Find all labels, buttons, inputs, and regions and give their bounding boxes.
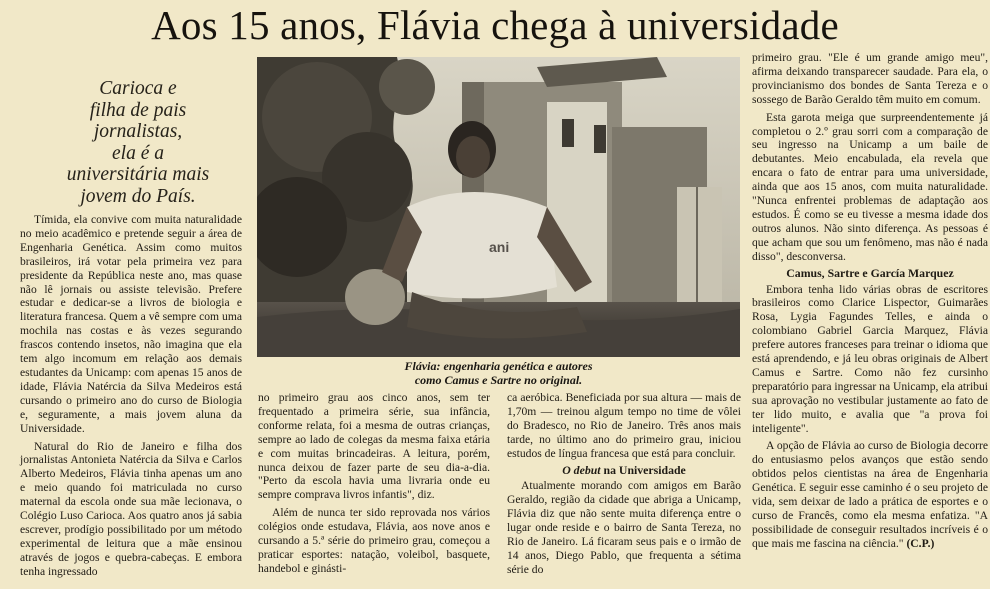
subheading-italic: O debut — [562, 462, 601, 477]
article-paragraph: ca aeróbica. Beneficiada por sua altura — mais de 1,70m — treinou algum tempo no time de vôlei do Bradesco, no Rio de Janeiro. Três anos mais tarde, no último ano do primeiro grau, iniciou estudos de língua francesa que está para concluir. — [507, 391, 741, 460]
article-paragraph — [752, 439, 988, 550]
article-paragraph: Tímida, ela convive com muita naturalidade no meio acadêmico e pretende seguir a área de Engenharia Genética. Assim como muitos brasileiros, irá votar pela primeira vez para presidente da República neste ano, mas quase não lê jornais ou assiste televisão. Prefere estudar e dedicar-se a livros de biologia e literatura francesa. Quem a vê sempre com uma mochila nas costas e às vezes segurando frascos contendo insetos, não imagina que ela tem algo incomum em relação aos demais estudantes da Unicamp: com apenas 15 anos de idade, Flávia Natércia da Silva Medeiros está cursando o primeiro ano do curso de Biologia e, seguramente, a mais jovem aluna da Universidade. — [20, 213, 242, 435]
author-signature: (C.P.) — [906, 536, 935, 550]
caption-line: Flávia: engenharia genética e autores — [404, 359, 593, 373]
subheading-rest: na Universidade — [600, 462, 686, 477]
shirt-print: ani — [489, 239, 510, 255]
headline: Aos 15 anos, Flávia chega à universidade — [151, 2, 839, 48]
kicker-line: Carioca e — [99, 78, 177, 99]
caption-line: como Camus e Sartre no original. — [414, 372, 583, 387]
article-column-2 — [258, 391, 490, 576]
kicker-line: jornalistas, — [93, 121, 183, 142]
article-column-1 — [20, 213, 242, 579]
subheading-camus: Camus, Sartre e García Marquez — [786, 265, 954, 280]
article-column-4 — [752, 51, 988, 551]
article-paragraph: Embora tenha lido várias obras de escritores brasileiros como Clarice Lispector, Guimarães Rosa, Lygia Fagundes Telles, e ainda o colombiano Gabriel Garcia Marquez, Flávia prefere autores franceses para treinar o idioma que está aprendendo, e já leu obras originais de Albert Camus e Sartre. Como não fez cursinho preparatório para ingressar na Unicamp, ela atribui sua aprovação no vestibular justamente ao fato de ter lido muito, e avalia que "a prova foi inteligente". — [752, 282, 988, 435]
article-paragraph: Esta garota meiga que surpreendentemente já completou o 2.º grau sorri com a comparação de seu ingresso na Unicamp a um baile de debutantes. Meio encabulada, ela revela que encara o fato de entrar para uma universidade, ainda que aos 15 anos, com muita naturalidade. "Nunca enfrentei problemas de adaptação aos estudos. É como se eu tivesse a mesma idade dos outros alunos. Não sinto diferença. As pessoas é que acham que sou um fenômeno, mas não é nada disso", desconversa. — [752, 110, 988, 263]
subheading-debut — [507, 464, 741, 478]
kicker-line: universitária mais — [66, 164, 210, 185]
article-photo — [257, 57, 740, 357]
kicker-line: ela é a — [112, 142, 164, 164]
article-paragraph: Natural do Rio de Janeiro e filha dos jornalistas Antonieta Natércia da Silva e Carlos Alberto Medeiros, Flávia tinha apenas um ano e meio quando foi matriculada no curso maternal da escola onde sua mãe lecionava, o Colégio Luso Carioca. Aos quatro anos já sabia escrever, prodígio possibilitado por um método experimental de leitura que a mãe ensinou através de jogos e quebra-cabeças. E embora tenha ingressado — [20, 439, 242, 578]
closing-text: A opção de Flávia ao curso de Biologia decorre do entusiasmo pelos avanços que estão sendo obtidos pelos cientistas na área de Engenharia Genética. E seguir esse caminho é o seu projeto de vida, sem deixar de lado a prática de esportes e o curso de Francês, como ela mesma enfatiza. "A possibilidade de conseguir resultados incríveis é o que mais me fascina na ciência." — [752, 439, 988, 550]
kicker — [38, 78, 238, 207]
article-paragraph: primeiro grau. "Ele é um grande amigo meu", afirma deixando transparecer saudade. Para ela, o provincianismo dos bondes de Santa Tereza e o sossego de Barão Geraldo têm muito em comum. — [752, 51, 988, 106]
kicker-line: jovem do País. — [80, 185, 196, 207]
article-paragraph: no primeiro grau aos cinco anos, sem ter frequentado a primeira série, sua infância, conforme relata, foi a mesma de outras crianças, sempre ao lado de colegas da mesma faixa etária e com muitas brincadeiras. A leitura, porém, nunca deixou de fazer parte de seu dia-a-dia. "Perto da escola havia uma livraria onde eu sempre comprava livros infantis", diz. — [258, 391, 490, 502]
photo-illustration — [257, 57, 740, 357]
article-paragraph: Além de nunca ter sido reprovada nos vários colégios onde estudava, Flávia, aos nove anos e cursando a 5.ª série do primeiro grau, começou a praticar esportes: natação, voleibol, basquete, handebol e ginásti- — [258, 506, 490, 575]
kicker-line: filha de pais — [89, 99, 187, 121]
article-paragraph: Atualmente morando com amigos em Barão Geraldo, região da cidade que abriga a Unicamp, Flávia diz que não sente muita diferença entre o lugar onde reside e o bairro de Santa Tereza, no Rio de Janeiro. Lá ficaram seus pais e o irmão de 14 anos, Diego Pablo, que frequenta a sétima série do — [507, 479, 741, 576]
photo-caption — [257, 360, 740, 387]
article-column-3 — [507, 391, 741, 577]
